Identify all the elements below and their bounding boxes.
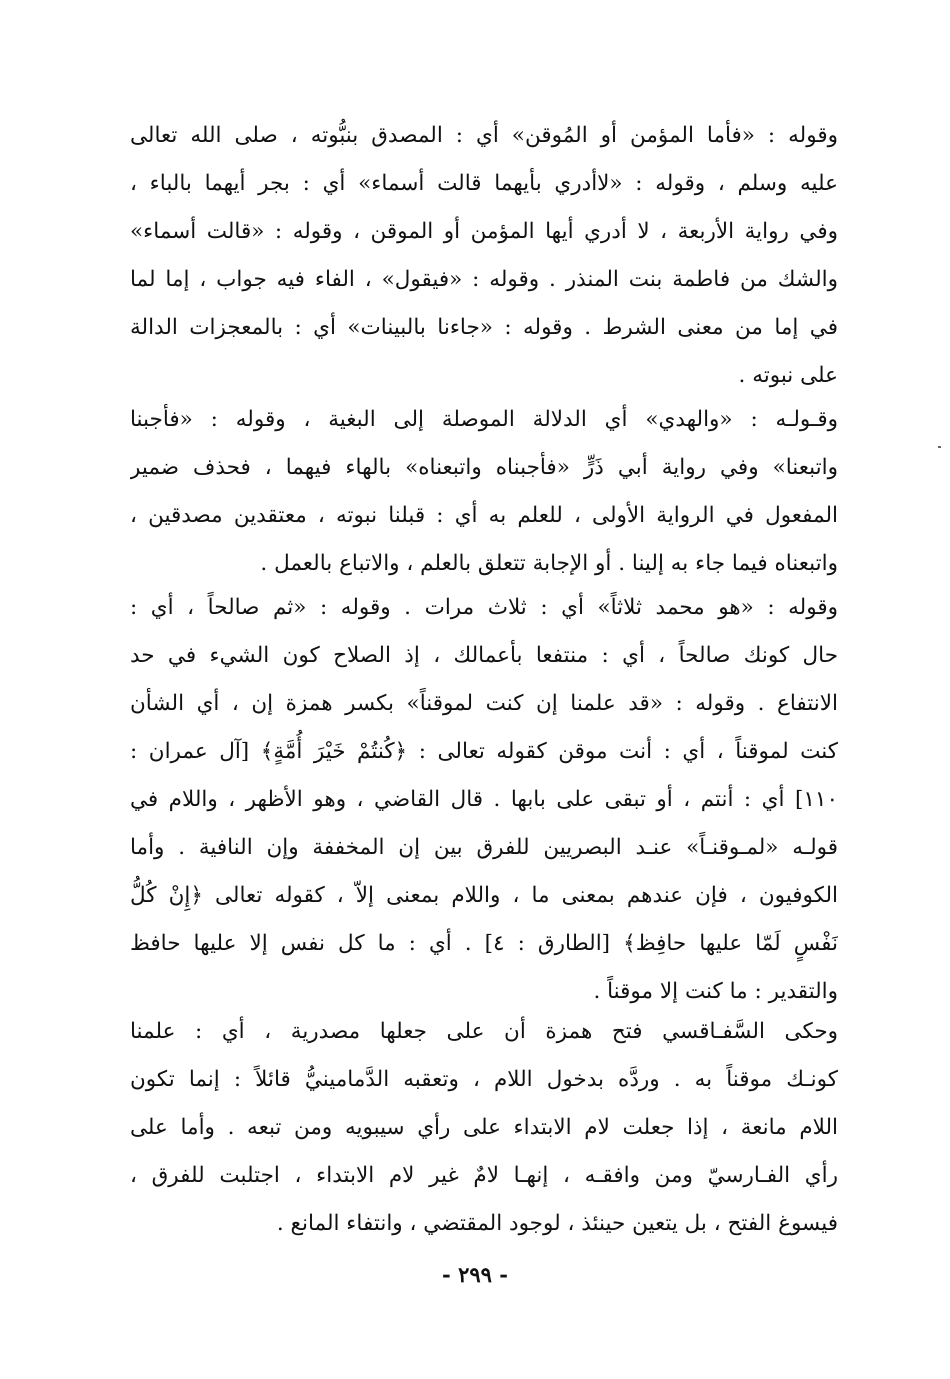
text-line: عليه وسلم ، وقوله : «لاأدري بأيهما قالت أسماء» أي : بجر أيهما بالباء ، bbox=[130, 171, 838, 196]
text-line: والتقدير : ما كنت إلا موقناً . bbox=[593, 979, 838, 1004]
text-line: والشك من فاطمة بنت المنذر . وقوله : «فيقول» ، الفاء فيه جواب ، إما لما bbox=[130, 267, 838, 292]
text-line: واتبعنا» وفي رواية أبي ذَرٍّ «فأجبناه واتبعناه» بالهاء فيهما ، فحذف ضمير bbox=[130, 455, 838, 480]
text-line: رأي الفـارسيّ ومن وافقـه ، إنهـا لامٌ غير لام الابتداء ، اجتلبت للفرق ، bbox=[130, 1163, 838, 1188]
text-line: على نبوته . bbox=[738, 363, 838, 388]
text-line: نَفْسٍ لَمّا عليها حافِظ﴾ [الطارق : ٤] . أي : ما كل نفس إلا عليها حافظ bbox=[130, 931, 838, 956]
paragraph-4 bbox=[130, 1008, 838, 1248]
text-line: اللام مانعة ، إذا جعلت لام الابتداء على رأي سيبويه ومن تبعه . وأما على bbox=[130, 1115, 838, 1140]
text-line: حال كونك صالحاً ، أي : منتفعا بأعمالك ، إذ الصلاح كون الشيء في حد bbox=[130, 643, 838, 668]
text-line: وحكى السَّفـاقسي فتح همزة أن على جعلها مصدرية ، أي : علمنا bbox=[130, 1019, 838, 1044]
text-line: المفعول في الرواية الأولى ، للعلم به أي : قبلنا نبوته ، معتقدين مصدقين ، bbox=[130, 503, 838, 528]
text-line: فيسوغ الفتح ، بل يتعين حينئذ ، لوجود المقتضي ، وانتفاء المانع . bbox=[276, 1211, 838, 1236]
margin-mark bbox=[938, 446, 941, 448]
text-line: ١١٠] أي : أنتم ، أو تبقى على بابها . قال القاضي ، وهو الأظهر ، واللام في bbox=[130, 787, 838, 812]
text-line: وقوله : «فأما المؤمن أو المُوقن» أي : المصدق بنبُّوته ، صلى الله تعالى bbox=[130, 123, 838, 148]
text-line: الكوفيون ، فإن عندهم بمعنى ما ، واللام بمعنى إلاّ ، كقوله تعالى ﴿إِنْ كُلُّ bbox=[130, 883, 838, 908]
text-line: وقوله : «هو محمد ثلاثاً» أي : ثلاث مرات . وقوله : «ثم صالحاً ، أي : bbox=[130, 595, 838, 620]
paragraph-3 bbox=[130, 584, 838, 1016]
paragraph-1 bbox=[130, 112, 838, 400]
text-line: وقـولـه : «والهدي» أي الدلالة الموصلة إلى البغية ، وقوله : «فأجبنا bbox=[130, 407, 838, 432]
text-line: الانتفاع . وقوله : «قد علمنا إن كنت لموقناً» بكسر همزة إن ، أي الشأن bbox=[130, 691, 838, 716]
text-line: في إما من معنى الشرط . وقوله : «جاءنا بالبينات» أي : بالمعجزات الدالة bbox=[130, 315, 838, 340]
text-line: كنت لموقناً ، أي : أنت موقن كقوله تعالى : ﴿كُنتُمْ خَيْرَ أُمَّةٍ﴾ [آل عمران : bbox=[130, 739, 838, 764]
text-line: كونـك موقناً به . وردَّه بدخول اللام ، وتعقبه الدَّمامينيُّ قائلاً : إنما تكون bbox=[130, 1067, 838, 1092]
text-line: وفي رواية الأربعة ، لا أدري أيها المؤمن أو الموقن ، وقوله : «قالت أسماء» bbox=[130, 219, 838, 244]
paragraph-2 bbox=[130, 396, 838, 588]
page-number: - ٢٩٩ - bbox=[442, 1262, 508, 1287]
text-line: واتبعناه فيما جاء به إلينا . أو الإجابة تتعلق بالعلم ، والاتباع بالعمل . bbox=[260, 551, 838, 576]
text-line: قولـه «لمـوقنـاً» عنـد البصريين للفرق بين إن المخففة وإن النافية . وأما bbox=[130, 835, 838, 860]
